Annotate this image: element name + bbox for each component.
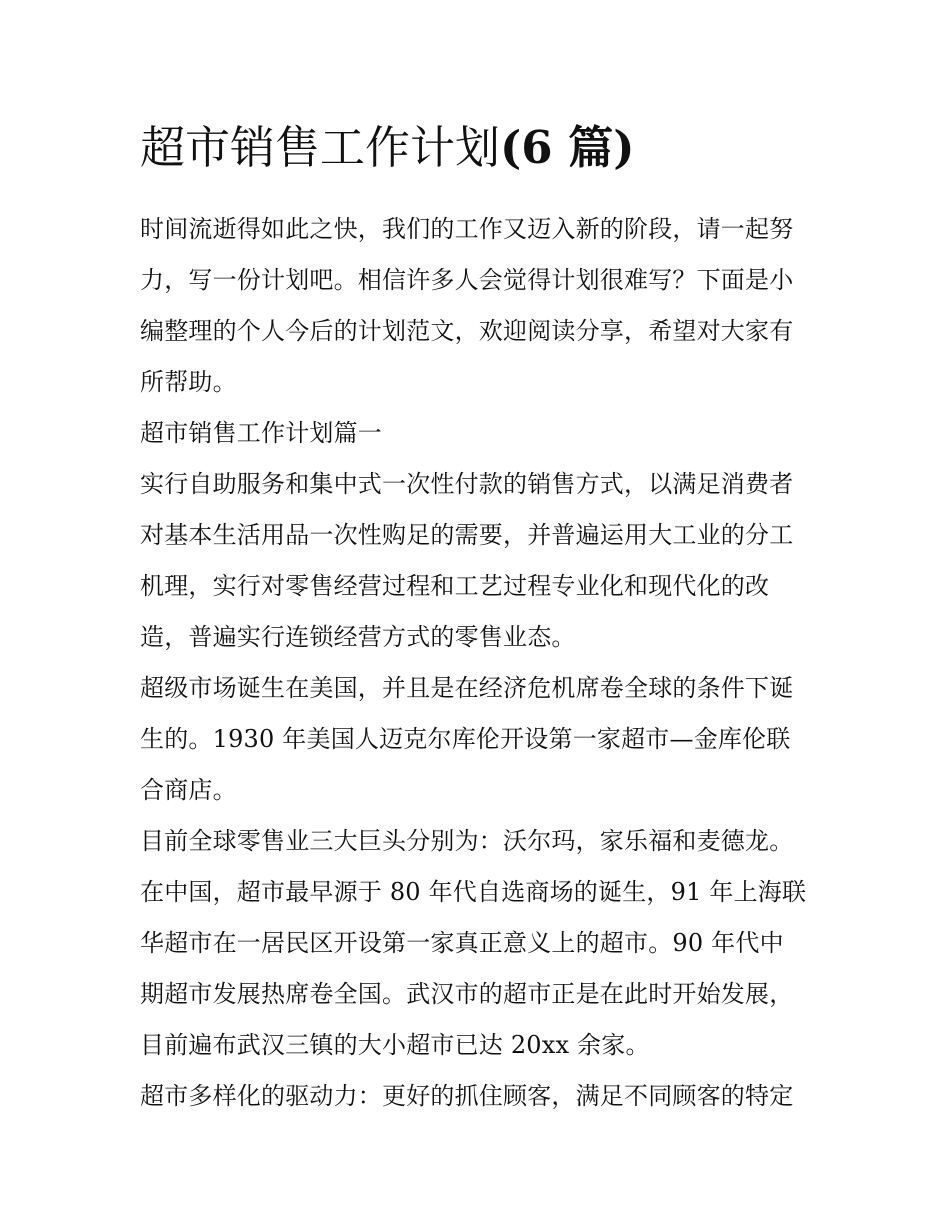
- text-line: 合商店。: [140, 776, 237, 804]
- text-line: 在中国，超市最早源于 80 年代自选商场的诞生，91 年上海联: [140, 878, 807, 906]
- body-paragraph: [140, 816, 820, 1071]
- text-line: 实行自助服务和集中式一次性付款的销售方式，以满足消费者: [140, 470, 794, 498]
- text-line: 机理，实行对零售经营过程和工艺过程专业化和现代化的改: [140, 572, 770, 600]
- text-line: 期超市发展热席卷全国。武汉市的超市正是在此时开始发展，: [140, 980, 794, 1008]
- title-suffix: (6 篇): [500, 121, 635, 174]
- text-line: 华超市在一居民区开设第一家真正意义上的超市。90 年代中: [140, 929, 784, 957]
- text-line: 生的。1930 年美国人迈克尔库伦开设第一家超市—金库伦联: [140, 725, 791, 753]
- body-paragraph: [140, 663, 820, 816]
- text-line: 编整理的个人今后的计划范文，欢迎阅读分享，希望对大家有: [140, 317, 794, 345]
- text-line: 时间流逝得如此之快，我们的工作又迈入新的阶段，请一起努: [140, 215, 794, 243]
- section-heading: [140, 408, 820, 459]
- page-title: [140, 112, 820, 184]
- text-line: 目前遍布武汉三镇的大小超市已达 20xx 余家。: [140, 1031, 650, 1059]
- body-paragraph: [140, 1071, 820, 1122]
- text-line: 超市多样化的驱动力：更好的抓住顾客，满足不同顾客的特定: [140, 1082, 794, 1110]
- section-heading-text: 超市销售工作计划篇一: [140, 419, 382, 447]
- text-line: 造，普遍实行连锁经营方式的零售业态。: [140, 623, 576, 651]
- text-line: 超级市场诞生在美国，并且是在经济危机席卷全球的条件下诞: [140, 674, 794, 702]
- body-paragraph: [140, 459, 820, 663]
- text-line: 所帮助。: [140, 368, 237, 396]
- text-line: 对基本生活用品一次性购足的需要，并普遍运用大工业的分工: [140, 521, 794, 549]
- text-line: 目前全球零售业三大巨头分别为：沃尔玛，家乐福和麦德龙。: [140, 827, 794, 855]
- intro-paragraph: [140, 204, 820, 408]
- document-content: [140, 112, 820, 1122]
- title-main: 超市销售工作计划: [140, 121, 501, 174]
- text-line: 力，写一份计划吧。相信许多人会觉得计划很难写？下面是小: [140, 266, 794, 294]
